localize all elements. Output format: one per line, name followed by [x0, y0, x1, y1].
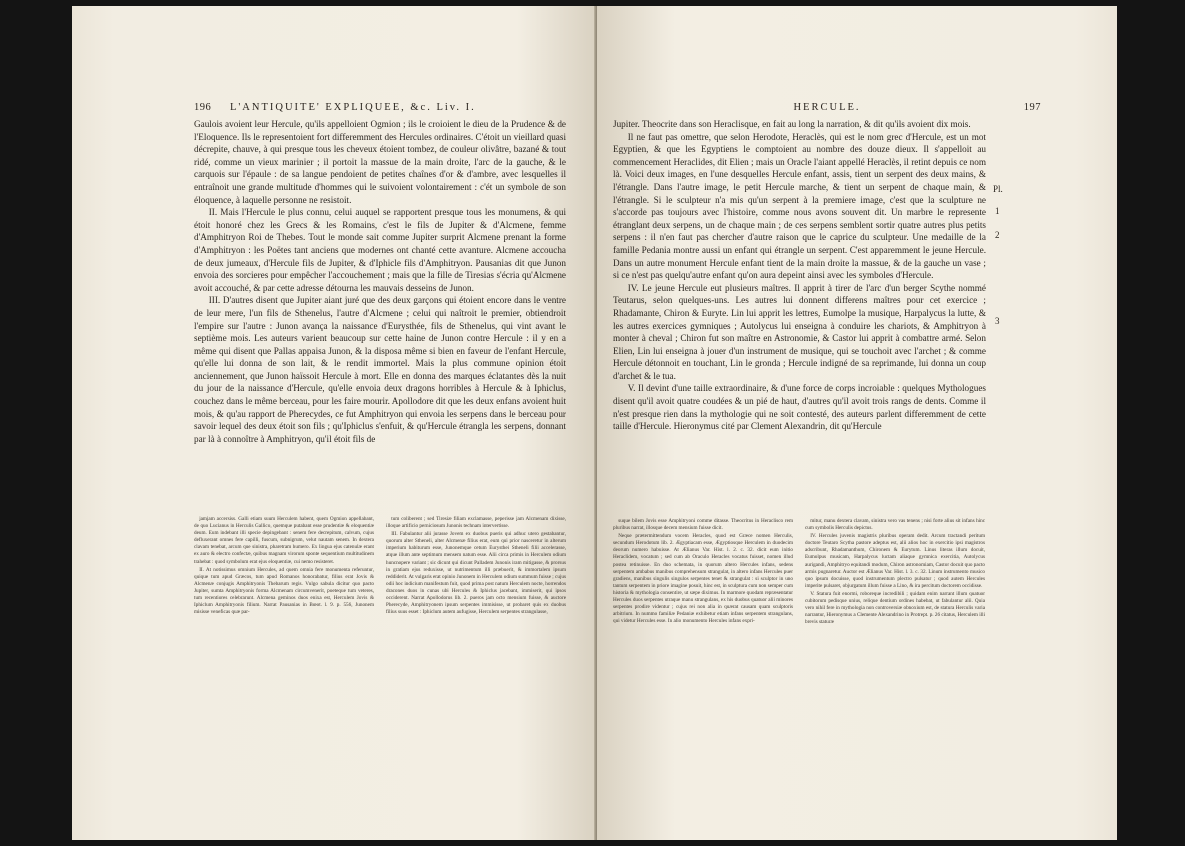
paragraph: Il ne faut pas omettre, que selon Herodote, Heraclès, qui est le nom grec d'Hercule, est un mot Egyptien, & que les Egyptiens le comptoient au nombre des douze dieux. Il s'appelloit au commencement Heraclides, dit Elien ; mais un Oracle l'aiant appellé Heraclès, il retint depuis ce nom là. Voici deux images, en l'une desquelles Hercule enfant, assis, tient un serpent des deux mains, & l'étrangle. Dans l'autre image, le petit Hercule marche, & tient un serpent de chaque main, & l'étrangle. Si le sculpteur n'a mis qu'un serpent à la premiere image, c'est que la sculpture ne s'accorde pas toujours avec l'histoire, comme nous avons souvent dit. Un marbre le represente étranglant deux serpens, un de chaque main ; de ces serpens semblent sortir quatre autres plus petits serpens : il n'en faut pas chercher d'autre raison que le caprice du sculpteur. Une medaille de la famille Pedania montre aussi un enfant qui étrangle un serpent. C'est apparemment le jeune Hercule. Dans un autre monument Hercule enfant tient de la main droite la massue, & de la gauche un vase ; si ce n'est pas quelqu'autre enfant qu'on aura depeint ainsi avec les symboles d'Hercule. [613, 131, 986, 281]
plate-margin-label: Pl. [993, 184, 1003, 194]
right-page [597, 6, 1117, 840]
footnote-column [386, 516, 566, 617]
left-page [72, 6, 596, 840]
paragraph: Gaulois avoient leur Hercule, qu'ils appelloient Ogmion ; ils le croioient le dieu de la Prudence & de l'Eloquence. Ils le representoient fort differemment des Hercules ordinaires. C'étoit un vieillard quasi décrepite, chauve, à qui presque tous les cheveux étoient tombez, de couleur olivâtre, bazané & tout ridé, comme un vieux marinier ; il portoit la massue de la main droite, l'arc de la gauche, & le carquois sur l'épaule : de sa langue pendoient de petites chaînes d'or & d'ambre, avec lesquelles il entraînoit une grande multitude d'hommes qui le suivoient volontairement : c'ét un symbole de son éloquence, à laquelle personne ne resistoit. [194, 119, 566, 205]
paragraph: II. Mais l'Hercule le plus connu, celui auquel se rapportent presque tous les monumens, & qui étoit honoré chez les Grecs & les Romains, c'est le fils de Jupiter & d'Alcmene, femme d'Amphitryon Roi de Thebes. Tout le monde sait comme Jupiter surprit Alcmene prenant la forme d'Amphitryon : les Poëtes tant anciens que modernes ont chanté cette avanture. Alcmene accoucha de deux jumeaux, d'Hercule fils de Jupiter, & d'Iphicle fils d'Amphitryon. Pausanias dit que Junon envoia des sorcieres pour empêcher l'accouchement ; mais que la fille de Tiresias s'écria qu'Alcmene avoit accouché, & par cette adresse détourna les mauvais desseins de Junon. [194, 207, 566, 293]
footnote-column [613, 518, 793, 626]
left-page-number: 196 [194, 102, 212, 113]
footnote-paragraph: Neque prætermittendum vocem Heracles, quod est Græce nomen Herculis, secundum Herodotum lib. 2. Ægyptiacam esse, Ægyptiosque Herculem in duodecim deorum numero habuisse. At Ælianus Var. Hist. l. 2. c. 32. dicit eum initio Heraclidem, vocatum ; sed cum ab Oraculo Heracles vocatus fuisset, nomen illud postea retinuisse. En duo schemata, in quorum altero Hercules infans, sedens serpentem ambabus manibus comprehensum strangulat, in altero infans Hercules puer gradiens, manibus singulis singulos serpentes tenet & strangulat : si sculptor in uno tantum serpentem in priore imagine posuit, hinc est, in sculptura cum non semper cum historia & mythologia consentire, ut sæpe diximus. In marmore quodam repræsentatur Hercules duos serpentes utraque manu strangulans, ex his duobus quatuor alii minores serpentes prodire videntur ; cujus rei non alia in quærat causam quam sculptoris arbitrium. In nummo familiæ Pedaniæ exhibetur etiam infans serpentem strangulans, qui videtur Hercules esse. In alio monumento Hercules infans expri- [613, 533, 793, 625]
paragraph: Jupiter. Theocrite dans son Heraclisque, en fait au long la narration, & dit qu'ils avoient dix mois. [613, 119, 971, 129]
footnote-column [194, 516, 374, 617]
plate-margin-number: 1 [995, 206, 1000, 216]
footnote-column [805, 518, 985, 627]
left-running-suffix: , &c. Liv. I. [401, 102, 476, 113]
plate-margin-number: 2 [995, 230, 1000, 240]
footnote-paragraph: mitur, manu dextera clavam, sinistra vero vas tenens ; nisi forte alius sit infans hinc cum symbolis Herculis depictus. [805, 518, 985, 532]
footnote-paragraph: suque bilem Jovis esse Amphitryoni comme ditasse. Theocritus in Heraclisco rem pluribus narrat, illosque decem mensium fuisse dicit. [613, 518, 793, 532]
footnote-paragraph: IV. Hercules juvenis magistris pluribus operam dedit. Arcum tractandi peritum doctore Teutaro Scytha pastore adeptus est, alii alios hoc in exercitio ipsi magistros adscribunt, Rhadamanthum, Chironem & Eurytum. Linus literas illum docuit, Eumolpus musicam, Harpalycus luctam aliaque gymnica exercitia, Autolycus aurigandi, Amphitryo equitandi modum, Chiron astronomiam, Castor docuit quo pacto armis pugnaretur. Auctor est Ælianus Var. Hist. l. 3. c. 32. Linum instrumento musico quo ipsum docuisse, quod instrumentum plectro pulsatur ; quod autem Hercules imperite pulsaret, objurgatum illum fuisse a Lino, & ira percitum doctorem occidisse. [805, 533, 985, 589]
right-page-number: 197 [1023, 102, 1041, 113]
footnote-paragraph: tum coliberent ; sed Tiresiæ filiam exclamasse, peperisse jam Alcmenam dixisse, illoque artificio perniciosum Junonis technam intervertisse. [386, 516, 566, 530]
footnote-paragraph: V. Statura fuit enormi, roboreque incredibili ; quidam enim narrant illum quatuor cubitorum pedisque unius, relique dentium ordines habebat, ut fabulantur alii. Quia vero nihil fere in mythologia non controversiæ obnoxium est, de statura Herculis varia narrantur, Hieronymus a Clemente Alexandrino in Protrept. p. 26 citatus, Herculem illi brevis staturæ [805, 590, 986, 626]
footnote-paragraph: II. At notissimus omnium Hercules, ad quem omnia fere monumenta referuntur, quique tum apud Græcos, tum apud Romanos honorabatur, filius erat Jovis & Alcmenæ conjugis Amphitryonis Thebarum regis. Vulgo sabula dicitur quo pacto Jupiter, sumta Amphitryonis forma Alcmenam circumvenerit, poeteque tum veteres, tum recentiores celebrarunt. Alcmena geminos duos enixa est, Herculem Jovis & Iphiclum Amphitryonis filium. Narrat Pausanias in Bœot. l. 9. p. 556, Junonem misisse veneficas quæ par- [194, 566, 374, 616]
paragraph: IV. Le jeune Hercule eut plusieurs maîtres. Il apprit à tirer de l'arc d'un berger Scythe nommé Teutarus, selon quelques-uns. Les autres lui donnent differens maîtres pour cet exercice ; Rhadamante, Chiron & Euryte. Lin lui apprit les lettres, Eumolpe la musique, Harpalycus la lutte, & les autres exercices gymniques ; Autolycus lui enseigna à conduire les chariots, & Amphitryon à monter à cheval ; Chiron fut son maître en Astronomie, & Castor lui apprit à combattre armé. Selon Elien, Lin lui enseigna à jouer d'un instrument de musique, qui se touchoit avec l'archet ; & comme Hercule détonnoit en touchant, Lin le gronda ; Hercule indigné de sa reprimande, lui donna un coup d'archet & le tua. [613, 282, 986, 381]
paragraph: V. Il devint d'une taille extraordinaire, & d'une force de corps incroiable : quelques Mythologues disent qu'il avoit quatre coudées & un pié de haut, d'autres qu'il avoit trois rangs de dents. Comme il n'est presque rien dans la mythologie qui ne soit contesté, des auteurs parlent differemment de cette taille d'Hercule. Hieronymus cité par Clement Alexandrin, dit qu'Hercule [613, 383, 986, 432]
left-body-text [194, 118, 566, 445]
left-running-title: L'ANTIQUITE' EXPLIQUEE [230, 102, 402, 113]
footnote-paragraph: III. Fabulantur alii jurasse Jovem ex duobus pueris qui adhuc utero gestabantur, quorum alter Stheneli, alter Alcmenæ filius erat, eum qui prior nasceretur in alterum imperium habiturum esse, Junonemque cetum Eurysthei Stheneli filii accelerasse, atque illum ante septimum mensem natum esse. Alii circa primis in Herculem odium huncnopere variant ; sic dicunt qui dicunt Palladem Junonis iram mitigasse, & prorsus in gratiam ejus reduxisse, ut nutrimentum illi præbuerit, & immortalem ipsum reddiderit. At vulgaris erat opinio Junonem in Herculem odium summum fuisse ; cujus odii hoc indicium manifestum fuit, quod prima post natum Herculem nocte, horrendos dracones duos in cunas ubi Hercules & Iphiclus jacebant, immiserit, qui ipsos occiderent. Narrat Apollodorus lib. 2. pueros jam octo mensium fuisse, & auctore Pherecyde, Amphitryonem ipsum serpentes immisisse, ut probaret quis ex duobus filius suus esset : Iphiclum autem aufugisse, Herculem serpentes strangulasse, [386, 531, 566, 616]
paragraph: III. D'autres disent que Jupiter aiant juré que des deux garçons qui étoient encore dans le ventre de leur mere, l'un fils de Sthenelus, l'autre d'Alcmene ; celui qui naîtroit le premier, obtiendroit l'empire sur l'autre : Junon avança la naissance d'Eurysthée, fils de Sthenelus, qui vint avant le septième mois. Les auteurs varient beaucoup sur cette haine de Junon contre Hercule : il y en a même qui disent que Pallas appaisa Junon, & la disposa même si bien en faveur de l'enfant Hercule, qu'elle lui donna de son lait, & le rendit immortel. Mais la plus commune opinion étoit anciennement, que Junon haïssoit Hercule à mort. Elle en donna des marques éclatantes dès la nuit du jour de la naissance d'Hercule, qu'elle envoia deux dragons horribles à Hercule & à Iphiclus, couchez dans le même berceau, pour les faire mourir. Apollodore dit que les deux enfans avoient huit mois, & qu'au rapport de Pherecydes, ce fut Amphitryon qui envoia les serpens dans le berceau pour savoir lequel des deux étoit son fils ; qu'Iphiclus s'enfuit, & qu'Hercule étrangla les serpens, donnant par là à connoître à Amphitryon, qu'il étoit fils de [194, 295, 566, 444]
plate-margin-number: 3 [995, 316, 1000, 326]
right-running-title: HERCULE. [793, 102, 861, 113]
footnote-paragraph: jamjam accersiss. Galli etiam suum Herculem habent, quem Ogmion appellabant, de quo Lucianus in Herculis Gallico, quemque putabant esse prudentiæ & eloquentiæ deum. Eum indebant illi specie depingebant : senem fere decrepitum, calvum, cujus defluxerant omnes fere capilli, fuscum, subnigrum, velut nautam senem. In dextera clavam tenebat, arcum que sinistra, pharetram humero. Ex lingua ejus catenulæ erant ex auro & electro confectæ, quibus magnam virorum sponte sequentium multitudinem trahebat : quod symbolum erat ejus eloquentiæ, cui nemo resisteret. [194, 516, 374, 565]
right-body-text [613, 118, 986, 433]
